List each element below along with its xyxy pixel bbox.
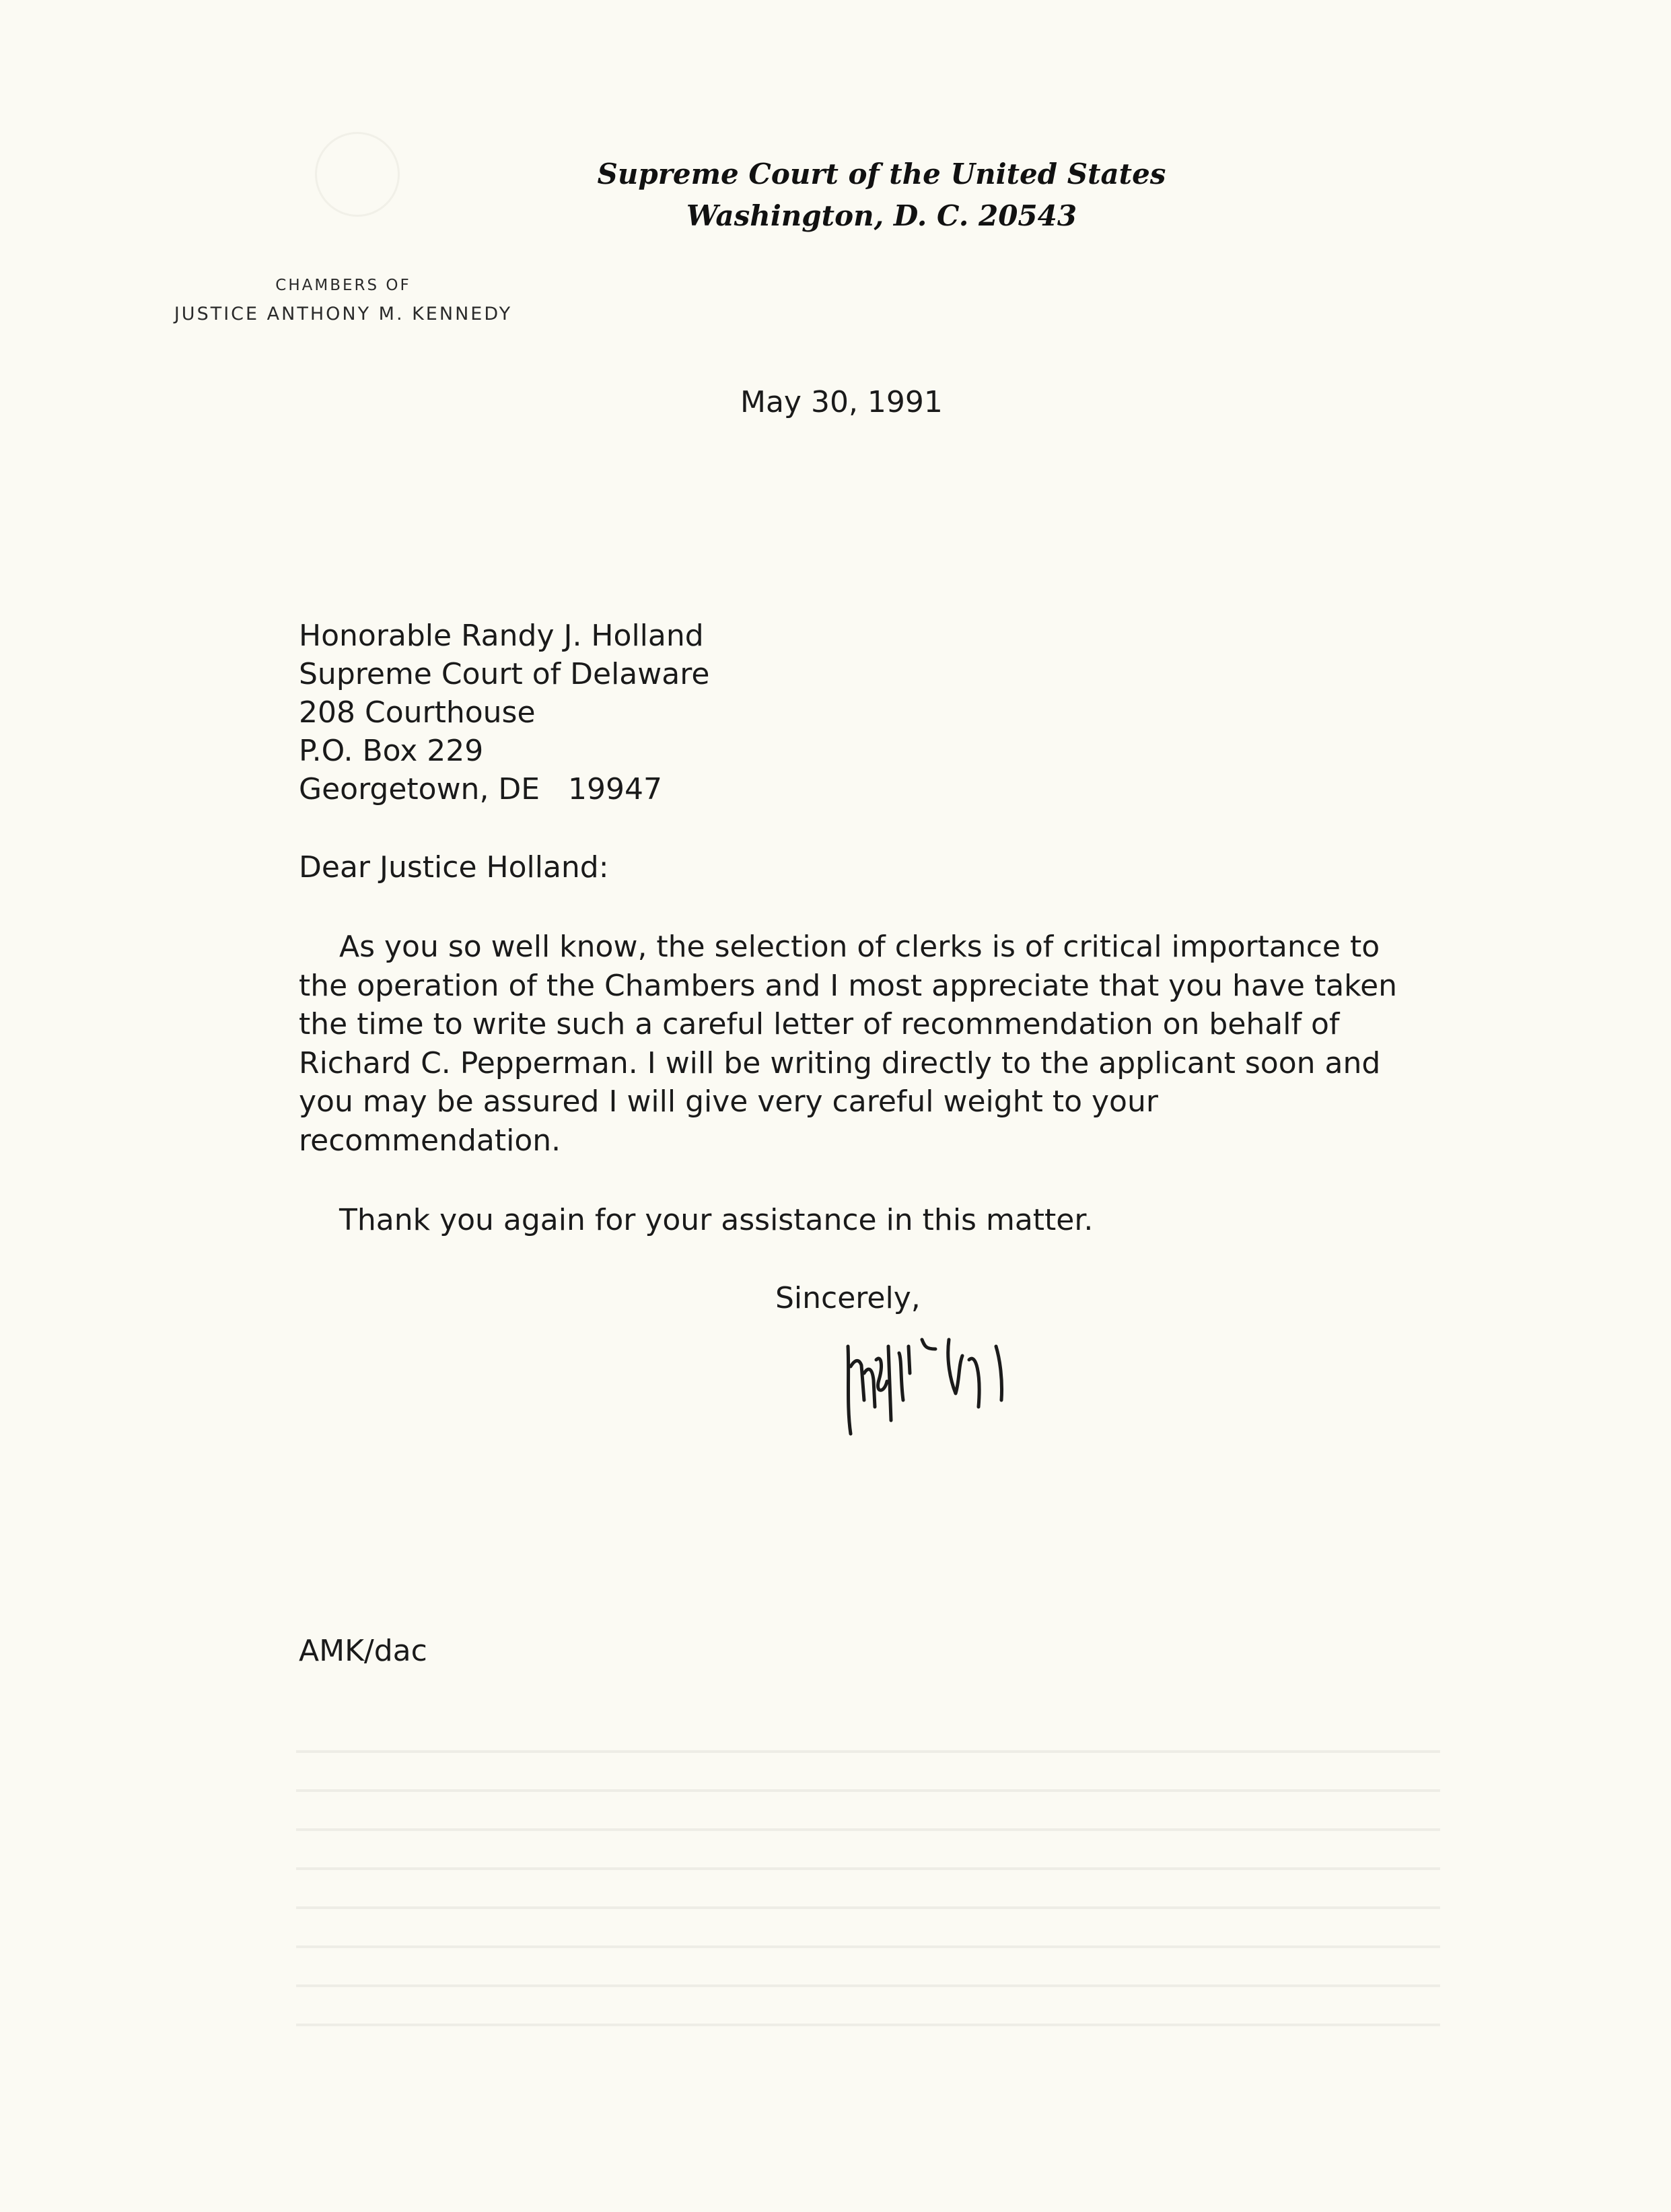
chambers-label: CHAMBERS OF (275, 277, 411, 294)
reverse-bleed-through (296, 1723, 1440, 2046)
handwritten-signature (834, 1319, 1050, 1447)
letterhead-court-name: Supreme Court of the United States (597, 158, 1166, 191)
salutation: Dear Justice Holland: (299, 850, 609, 885)
chambers-block (155, 272, 532, 330)
letterhead (579, 153, 1184, 237)
letterhead-location: Washington, D. C. 20543 (686, 199, 1077, 232)
recipient-street: 208 Courthouse (299, 695, 536, 730)
recipient-city: Georgetown, DE 19947 (299, 772, 663, 806)
recipient-pobox: P.O. Box 229 (299, 734, 484, 768)
letter-date: May 30, 1991 (740, 385, 943, 419)
body-paragraph-2: Thank you again for your assistance in this matter. (339, 1203, 1094, 1237)
body-paragraph-1: As you so well know, the selection of clerks is of critical importance to the operation of the Chambers and I most appreciate that you have taken the time to write such a careful letter of recommendation on behalf of Richard C. Pepperman. I will be writing directly to the applicant soon and you may be assured I will give very careful weight to your recommendation. (299, 930, 1398, 1158)
typist-initials: AMK/dac (299, 1634, 427, 1668)
recipient-name: Honorable Randy J. Holland (299, 619, 704, 653)
recipient-address (299, 617, 709, 808)
justice-name: JUSTICE ANTHONY M. KENNEDY (174, 304, 513, 324)
closing: Sincerely, (775, 1281, 921, 1315)
court-seal-watermark (315, 132, 400, 217)
recipient-court: Supreme Court of Delaware (299, 657, 710, 691)
